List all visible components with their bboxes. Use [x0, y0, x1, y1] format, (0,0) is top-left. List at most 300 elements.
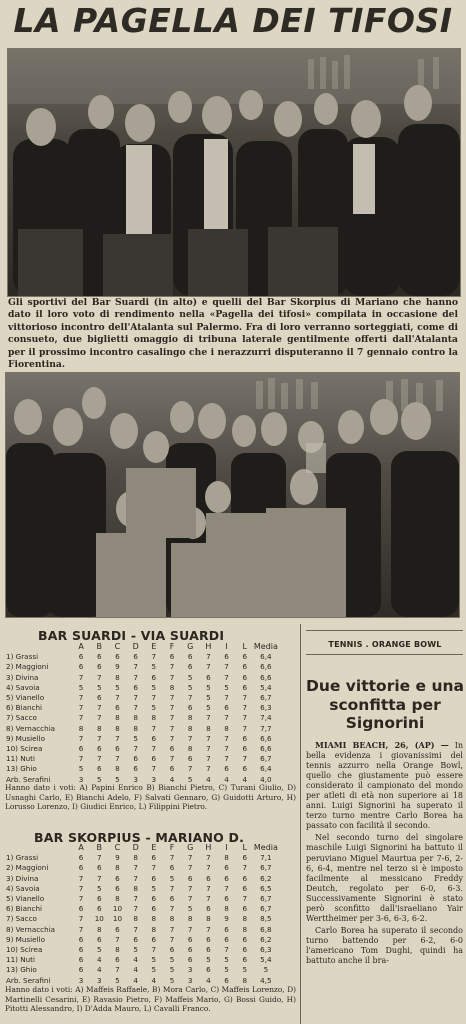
- media-cell: 5,4: [260, 682, 272, 692]
- score-cell: 7: [151, 693, 157, 703]
- score-cell: 6: [78, 955, 84, 965]
- score-cell: 7: [151, 945, 157, 955]
- media-cell: 6,6: [260, 672, 272, 682]
- score-cell: 5: [206, 955, 211, 965]
- score-cell: 9: [115, 853, 120, 863]
- score-cell: 7: [96, 672, 102, 682]
- score-cell: 8: [206, 914, 211, 924]
- score-cell: 5: [206, 693, 211, 703]
- player-name: 7) Sacco: [6, 914, 37, 924]
- section-rule: [306, 654, 463, 655]
- article-body: [306, 740, 463, 968]
- score-cell: 6: [187, 662, 193, 672]
- score-cell: 7: [133, 693, 138, 703]
- score-cell: 5: [78, 682, 84, 692]
- score-cell: 7: [224, 945, 229, 955]
- score-cell: 7: [133, 904, 138, 914]
- score-cell: 6: [187, 945, 193, 955]
- score-cell: 6: [187, 955, 193, 965]
- score-cell: 8: [115, 764, 120, 774]
- score-cell: 7: [78, 713, 84, 723]
- table-row: [6, 884, 278, 894]
- score-cell: 6: [151, 853, 157, 863]
- score-cell: 3: [78, 975, 84, 985]
- score-cell: 6: [133, 764, 138, 774]
- column-header: H: [205, 642, 212, 651]
- score-cell: 8: [169, 682, 175, 692]
- score-cell: 5: [96, 883, 102, 893]
- score-cell: 7: [169, 934, 175, 944]
- column-header: G: [187, 843, 194, 852]
- score-cell: 6: [96, 652, 102, 662]
- score-cell: 7: [96, 853, 102, 863]
- score-cell: 3: [133, 774, 138, 784]
- page-headline: LA PAGELLA DEI TIFOSI: [13, 1, 453, 40]
- player-name: 11) Nuti: [6, 955, 35, 965]
- score-cell: 7: [169, 672, 175, 682]
- score-cell: 5: [187, 904, 193, 914]
- score-cell: 7: [78, 914, 84, 924]
- score-cell: 6: [115, 744, 120, 754]
- score-cell: 7: [78, 733, 84, 743]
- table-row: [6, 673, 278, 683]
- score-cell: 6: [151, 733, 157, 743]
- score-cell: 7: [242, 693, 248, 703]
- score-cell: 6: [151, 904, 157, 914]
- score-cell: 6: [242, 883, 248, 893]
- score-cell: 6: [242, 904, 248, 914]
- score-cell: 4: [169, 774, 175, 784]
- score-cell: 4: [242, 774, 248, 784]
- score-cell: 6: [115, 652, 120, 662]
- score-cell: 3: [187, 965, 193, 975]
- player-name: 1) Grassi: [6, 853, 39, 863]
- score-cell: 6: [224, 934, 229, 944]
- score-cell: 5: [187, 774, 193, 784]
- article-top-rule: [306, 630, 463, 631]
- article-dateline: MIAMI BEACH, 26, (AP) —: [315, 740, 449, 750]
- media-cell: 6,7: [260, 693, 272, 703]
- score-cell: 5: [151, 955, 157, 965]
- score-cell: 7: [206, 764, 211, 774]
- score-cell: 5: [78, 764, 84, 774]
- table-row: [6, 724, 278, 734]
- score-cell: 6: [224, 863, 229, 873]
- media-cell: 6,8: [260, 924, 272, 934]
- score-cell: 6: [78, 853, 84, 863]
- score-cell: 7: [187, 733, 193, 743]
- score-cell: 7: [224, 672, 229, 682]
- score-cell: 4: [151, 975, 157, 985]
- media-cell: 6,6: [260, 744, 272, 754]
- score-cell: 5: [151, 965, 157, 975]
- score-cell: 7: [133, 703, 138, 713]
- media-cell: 7,4: [260, 713, 272, 723]
- player-name: 7) Sacco: [6, 713, 37, 723]
- score-cell: 6: [224, 873, 229, 883]
- score-cell: 8: [133, 883, 138, 893]
- score-cell: 6: [206, 873, 211, 883]
- media-cell: 6,4: [260, 764, 272, 774]
- player-name: Arb. Serafini: [6, 774, 51, 784]
- article-paragraph: [306, 740, 463, 831]
- score-cell: 3: [151, 774, 157, 784]
- score-cell: 6: [187, 703, 193, 713]
- score-cell: 7: [78, 703, 84, 713]
- score-cell: 4: [96, 965, 102, 975]
- table-row: [6, 874, 278, 884]
- score-cell: 8: [151, 914, 157, 924]
- media-cell: 6,7: [260, 754, 272, 764]
- score-cell: 8: [115, 713, 120, 723]
- table2-voters: Hanno dato i voti: A) Maffeis Raffaele, B) Mora Carlo, C) Maffeis Lorenzo, D) Martinelli Cesarini, E) Ravasio Pietro, F) Maffeis Mario, G) Bossi Guido, H) Pitotti Alessandro, I) D'Adda Mauro, L) Cavalli Franco.: [5, 985, 296, 1014]
- score-cell: 5: [242, 965, 248, 975]
- score-cell: 5: [187, 682, 193, 692]
- score-cell: 5: [169, 965, 175, 975]
- score-cell: 7: [78, 754, 84, 764]
- player-name: 9) Musiello: [6, 934, 45, 944]
- score-cell: 7: [187, 853, 193, 863]
- media-cell: 6,7: [260, 863, 272, 873]
- table-row: [6, 693, 278, 703]
- score-cell: 7: [187, 883, 193, 893]
- score-cell: 6: [78, 904, 84, 914]
- score-cell: 6: [133, 754, 138, 764]
- score-cell: 7: [151, 764, 157, 774]
- score-cell: 7: [206, 652, 211, 662]
- score-cell: 8: [96, 723, 102, 733]
- score-cell: 7: [151, 723, 157, 733]
- player-name: 3) Divina: [6, 672, 39, 682]
- score-cell: 6: [115, 883, 120, 893]
- score-cell: 7: [115, 754, 120, 764]
- photo-caption: Gli sportivi del Bar Suardi (in alto) e quelli del Bar Skorpius di Mariano che hanno dato il loro voto di rendimento nella «Pagella dei tifosi» compilata in occasione del vittorioso incontro dell'Atalanta sul Palermo. Fra di loro verranno sorteggiati, come di consueto, due biglietti omaggio di tribuna laterale gentilmente offerti dall'Atalanta per il prossimo incontro casalingo che i nerazzurri disputeranno il 7 gennaio contro la Fiorentina.: [8, 297, 458, 371]
- score-cell: 7: [187, 924, 193, 934]
- score-cell: 6: [96, 894, 102, 904]
- score-cell: 8: [133, 853, 138, 863]
- score-cell: 10: [112, 904, 123, 914]
- score-cell: 7: [133, 662, 138, 672]
- score-cell: 7: [187, 764, 193, 774]
- column-header: L: [242, 843, 248, 852]
- score-cell: 5: [224, 965, 229, 975]
- article-paragraph-text: In bella evidenza i giovanissimi del tennis azzurro nella Orange Bowl, quello che giustamente può essere considerato il campionato del mondo per atleti di età non superiore ai 18 anni. Luigi Signorini ha superato il terzo turno mentre Carlo Borea ha passato con facilità il secondo.: [306, 741, 463, 831]
- media-cell: 5,4: [260, 955, 272, 965]
- score-cell: 6: [78, 934, 84, 944]
- score-cell: 6: [115, 924, 120, 934]
- score-cell: 6: [242, 682, 248, 692]
- score-cell: 6: [96, 744, 102, 754]
- table-row: [6, 652, 278, 662]
- score-cell: 7: [133, 873, 138, 883]
- score-cell: 6: [187, 934, 193, 944]
- score-cell: 6: [242, 652, 248, 662]
- score-cell: 7: [78, 693, 84, 703]
- score-cell: 6: [169, 652, 175, 662]
- score-cell: 5: [96, 774, 102, 784]
- column-header: E: [151, 843, 157, 852]
- score-cell: 6: [242, 764, 248, 774]
- score-cell: 6: [96, 934, 102, 944]
- media-cell: 6,7: [260, 904, 272, 914]
- score-cell: 4: [206, 774, 211, 784]
- score-cell: 7: [224, 713, 229, 723]
- article-section-tag: TENNIS . ORANGE BOWL: [328, 640, 442, 649]
- table-row: [6, 935, 278, 945]
- media-cell: 6,3: [260, 945, 272, 955]
- player-name: 13) Ghio: [6, 764, 37, 774]
- score-cell: 8: [187, 744, 193, 754]
- table2-header: [6, 843, 278, 853]
- score-cell: 3: [187, 975, 193, 985]
- score-cell: 7: [169, 924, 175, 934]
- table-row: [6, 904, 278, 914]
- column-header: B: [96, 642, 103, 651]
- score-cell: 8: [206, 723, 211, 733]
- score-cell: 7: [224, 744, 229, 754]
- score-cell: 7: [169, 904, 175, 914]
- column-header: A: [78, 642, 84, 651]
- score-cell: 6: [206, 934, 211, 944]
- score-cell: 5: [96, 945, 102, 955]
- score-cell: 8: [242, 914, 248, 924]
- score-cell: 7: [206, 883, 211, 893]
- player-name: 4) Savoia: [6, 883, 40, 893]
- score-cell: 8: [133, 713, 138, 723]
- column-header: I: [225, 642, 228, 651]
- score-cell: 6: [169, 894, 175, 904]
- media-cell: 6,2: [260, 934, 272, 944]
- score-cell: 7: [206, 733, 211, 743]
- score-cell: 4: [96, 955, 102, 965]
- score-cell: 6: [169, 744, 175, 754]
- score-cell: 8: [242, 924, 248, 934]
- score-cell: 5: [169, 955, 175, 965]
- score-cell: 6: [169, 764, 175, 774]
- score-cell: 6: [78, 965, 84, 975]
- score-cell: 6: [224, 975, 229, 985]
- score-cell: 7: [224, 754, 229, 764]
- article-headline: Due vittorie e una sconfitta per Signorini: [306, 677, 464, 732]
- score-cell: 6: [96, 662, 102, 672]
- score-cell: 8: [224, 904, 229, 914]
- score-cell: 6: [224, 894, 229, 904]
- score-cell: 5: [151, 662, 157, 672]
- score-cell: 5: [169, 975, 175, 985]
- score-cell: 6: [224, 703, 229, 713]
- score-cell: 9: [115, 662, 120, 672]
- table-row: [6, 744, 278, 754]
- score-cell: 6: [206, 672, 211, 682]
- score-cell: 6: [96, 693, 102, 703]
- score-cell: 7: [242, 703, 248, 713]
- score-cell: 5: [187, 672, 193, 682]
- column-header: D: [132, 642, 139, 651]
- score-cell: 7: [169, 883, 175, 893]
- score-cell: 3: [78, 774, 84, 784]
- score-cell: 7: [151, 744, 157, 754]
- score-cell: 7: [151, 652, 157, 662]
- score-cell: 5: [206, 682, 211, 692]
- score-cell: 6: [78, 662, 84, 672]
- player-name: 5) Vianello: [6, 693, 45, 703]
- score-cell: 8: [115, 723, 120, 733]
- score-cell: 6: [206, 904, 211, 914]
- score-cell: 7: [133, 924, 138, 934]
- table-row: [6, 925, 278, 935]
- score-cell: 6: [78, 744, 84, 754]
- score-cell: 6: [115, 873, 120, 883]
- score-cell: 7: [242, 723, 248, 733]
- score-cell: 7: [206, 853, 211, 863]
- score-cell: 6: [169, 945, 175, 955]
- table-row: [6, 853, 278, 863]
- score-cell: 6: [242, 744, 248, 754]
- table1-title: BAR SUARDI - VIA SUARDI: [38, 628, 225, 643]
- media-cell: 7,1: [260, 853, 272, 863]
- score-cell: 6: [78, 863, 84, 873]
- table-row: [6, 734, 278, 744]
- score-cell: 7: [78, 672, 84, 682]
- table2-title: BAR SKORPIUS - MARIANO D.: [34, 830, 245, 845]
- score-cell: 5: [96, 682, 102, 692]
- table-row: [6, 955, 278, 965]
- player-name: 13) Ghio: [6, 965, 37, 975]
- score-cell: 6: [78, 652, 84, 662]
- score-cell: 7: [133, 744, 138, 754]
- media-cell: 6,2: [260, 873, 272, 883]
- score-cell: 6: [151, 754, 157, 764]
- score-cell: 6: [115, 703, 120, 713]
- score-cell: 5: [133, 733, 138, 743]
- score-cell: 10: [112, 914, 123, 924]
- score-cell: 7: [78, 924, 84, 934]
- column-header: A: [78, 843, 84, 852]
- score-cell: 7: [206, 754, 211, 764]
- table-row: [6, 713, 278, 723]
- score-cell: 7: [96, 713, 102, 723]
- score-cell: 6: [242, 934, 248, 944]
- score-cell: 7: [187, 894, 193, 904]
- score-cell: 6: [78, 945, 84, 955]
- score-cell: 7: [169, 853, 175, 863]
- score-cell: 7: [78, 873, 84, 883]
- column-header: E: [151, 642, 157, 651]
- score-cell: 5: [169, 873, 175, 883]
- score-cell: 6: [242, 873, 248, 883]
- column-header: L: [242, 642, 248, 651]
- score-cell: 8: [115, 863, 120, 873]
- score-cell: 7: [96, 754, 102, 764]
- score-cell: 6: [151, 934, 157, 944]
- table-row: [6, 945, 278, 955]
- player-name: 8) Vernacchia: [6, 723, 56, 733]
- score-cell: 6: [169, 863, 175, 873]
- score-cell: 7: [151, 863, 157, 873]
- score-cell: 6: [206, 965, 211, 975]
- player-name: 9) Musiello: [6, 733, 45, 743]
- score-cell: 7: [224, 883, 229, 893]
- player-name: 10) Scirea: [6, 945, 43, 955]
- score-cell: 7: [115, 965, 120, 975]
- score-cell: 4: [133, 975, 138, 985]
- media-cell: 7,7: [260, 723, 272, 733]
- score-cell: 7: [115, 733, 120, 743]
- score-cell: 6: [96, 863, 102, 873]
- score-cell: 7: [133, 894, 138, 904]
- score-cell: 3: [96, 975, 102, 985]
- score-cell: 7: [169, 723, 175, 733]
- column-header: C: [114, 642, 121, 651]
- score-cell: 5: [224, 682, 229, 692]
- table2-scores: [6, 843, 278, 986]
- score-cell: 7: [169, 754, 175, 764]
- score-cell: 6: [242, 853, 248, 863]
- score-cell: 6: [151, 894, 157, 904]
- score-cell: 8: [96, 924, 102, 934]
- column-header: C: [114, 843, 121, 852]
- score-cell: 6: [151, 873, 157, 883]
- score-cell: 6: [242, 733, 248, 743]
- table-row: [6, 894, 278, 904]
- score-cell: 5: [151, 682, 157, 692]
- player-name: 1) Grassi: [6, 652, 39, 662]
- score-cell: 7: [206, 863, 211, 873]
- table1-scores: [6, 642, 278, 785]
- table-header-spacer: [6, 642, 72, 652]
- player-name: 6) Bianchi: [6, 703, 43, 713]
- media-cell: 5: [263, 965, 269, 975]
- score-cell: 7: [224, 733, 229, 743]
- media-cell: 6,5: [260, 883, 272, 893]
- player-name: 2) Maggioni: [6, 662, 49, 672]
- score-cell: 5: [115, 682, 120, 692]
- media-cell: 6,7: [260, 894, 272, 904]
- score-cell: 4: [133, 955, 138, 965]
- media-cell: 6,4: [260, 652, 272, 662]
- score-cell: 6: [242, 945, 248, 955]
- score-cell: 8: [169, 914, 175, 924]
- player-name: 6) Bianchi: [6, 904, 43, 914]
- player-name: 11) Nuti: [6, 754, 35, 764]
- column-header: F: [169, 642, 175, 651]
- table-row: [6, 683, 278, 693]
- bar-suardi-group-photo: [7, 48, 461, 297]
- score-cell: 7: [187, 693, 193, 703]
- score-cell: 8: [78, 723, 84, 733]
- score-cell: 7: [115, 934, 120, 944]
- player-name: 2) Maggioni: [6, 863, 49, 873]
- score-cell: 6: [187, 754, 193, 764]
- table-row: [6, 764, 278, 774]
- score-cell: 5: [206, 703, 211, 713]
- column-header: B: [96, 843, 103, 852]
- score-cell: 6: [224, 924, 229, 934]
- media-cell: 4,0: [260, 774, 272, 784]
- media-cell: 6,3: [260, 703, 272, 713]
- player-name: 8) Vernacchia: [6, 924, 56, 934]
- score-cell: 7: [169, 693, 175, 703]
- score-cell: 7: [224, 693, 229, 703]
- score-cell: 8: [187, 914, 193, 924]
- table-row: [6, 965, 278, 975]
- score-cell: 8: [133, 914, 138, 924]
- score-cell: 7: [206, 744, 211, 754]
- score-cell: 6: [96, 764, 102, 774]
- score-cell: 8: [242, 975, 248, 985]
- media-cell: 6,6: [260, 662, 272, 672]
- score-cell: 6: [133, 652, 138, 662]
